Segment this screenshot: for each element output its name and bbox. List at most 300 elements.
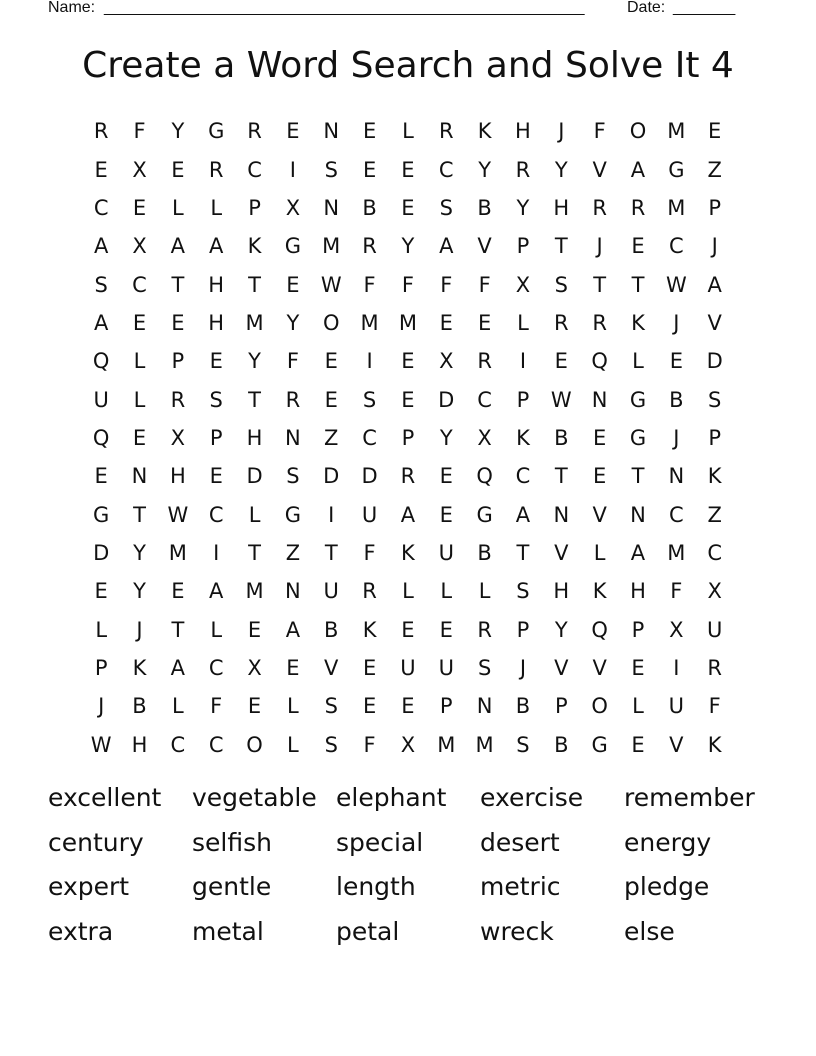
grid-cell: L xyxy=(402,119,414,144)
grid-cell: A xyxy=(439,234,454,259)
grid-cell: L xyxy=(517,310,529,335)
grid-cell: P xyxy=(516,387,530,412)
grid-cell: L xyxy=(287,694,299,719)
grid-cell: F xyxy=(363,272,376,297)
grid-cell: C xyxy=(477,387,492,412)
grid-cell: X xyxy=(669,617,684,642)
grid-cell: I xyxy=(366,349,373,374)
word-list-item: century xyxy=(48,827,144,857)
grid-cell: T xyxy=(631,464,645,489)
grid-cell: A xyxy=(93,310,109,335)
grid-cell: G xyxy=(476,502,493,527)
grid-cell: P xyxy=(554,694,568,719)
grid-cell: M xyxy=(322,234,341,259)
grid-cell: E xyxy=(94,579,108,604)
grid-cell: H xyxy=(169,464,186,489)
grid-cell: E xyxy=(631,655,645,680)
grid-cell: Z xyxy=(707,157,722,182)
grid-cell: W xyxy=(550,387,572,412)
word-list-item: excellent xyxy=(48,783,162,812)
grid-cell: Y xyxy=(554,157,568,182)
grid-cell: E xyxy=(171,310,185,335)
grid-cell: T xyxy=(593,272,607,297)
grid-cell: P xyxy=(248,195,261,220)
grid-cell: C xyxy=(247,157,262,182)
grid-cell: U xyxy=(706,617,723,642)
grid-cell: R xyxy=(208,157,224,182)
grid-cell: R xyxy=(477,349,492,374)
grid-cell: S xyxy=(708,387,722,412)
grid-cell: R xyxy=(515,157,531,182)
grid-cell: P xyxy=(516,617,530,642)
grid-cell: I xyxy=(673,655,680,680)
grid-cell: J xyxy=(519,655,527,680)
grid-cell: R xyxy=(592,310,607,335)
grid-cell: O xyxy=(322,310,340,335)
name-blank: ______________________________________________________ xyxy=(104,0,585,16)
grid-cell: Z xyxy=(707,502,722,527)
grid-cell: E xyxy=(401,349,415,374)
letter-grid xyxy=(82,112,734,764)
grid-cell: E xyxy=(439,464,453,489)
grid-cell: P xyxy=(94,655,108,680)
grid-cell: J xyxy=(673,310,680,335)
grid-cell: N xyxy=(476,694,493,719)
word-list-item: else xyxy=(624,916,675,946)
grid-cell: N xyxy=(591,387,608,412)
grid-cell: E xyxy=(439,617,453,642)
grid-cell: V xyxy=(477,234,492,259)
grid-cell: J xyxy=(673,425,680,450)
grid-cell: Y xyxy=(286,310,300,335)
grid-cell: V xyxy=(592,502,607,527)
grid-cell: B xyxy=(477,540,492,565)
grid-cell: J xyxy=(558,119,565,144)
grid-cell: L xyxy=(632,694,644,719)
grid-cell: G xyxy=(208,119,225,144)
grid-cell: K xyxy=(132,655,147,680)
grid-cell: L xyxy=(632,349,644,374)
grid-cell: U xyxy=(668,694,685,719)
grid-cell: D xyxy=(93,540,110,565)
grid-cell: M xyxy=(245,310,264,335)
grid-cell: A xyxy=(630,157,646,182)
grid-cell: X xyxy=(400,732,416,757)
grid-cell: C xyxy=(515,464,531,489)
grid-cell: K xyxy=(707,464,722,489)
grid-cell: E xyxy=(132,310,147,335)
word-list-item: gentle xyxy=(192,872,272,901)
grid-cell: Q xyxy=(591,349,608,374)
word-list-item: pledge xyxy=(624,872,710,901)
grid-cell: V xyxy=(554,655,569,680)
grid-cell: A xyxy=(209,579,224,604)
grid-cell: E xyxy=(286,119,300,144)
word-list-item: length xyxy=(336,872,416,901)
grid-cell: Y xyxy=(554,617,568,642)
grid-cell: S xyxy=(516,579,530,604)
grid-cell: E xyxy=(593,464,607,489)
grid-cell: L xyxy=(478,579,491,604)
grid-cell: D xyxy=(323,464,340,489)
grid-cell: E xyxy=(362,157,377,182)
grid-cell: C xyxy=(668,502,684,527)
grid-cell: V xyxy=(592,157,607,182)
date-blank: _______ xyxy=(673,0,736,16)
grid-cell: Y xyxy=(478,157,492,182)
grid-cell: T xyxy=(554,464,568,489)
grid-cell: C xyxy=(668,234,684,259)
grid-cell: A xyxy=(630,540,646,565)
grid-cell: F xyxy=(440,272,453,297)
grid-cell: H xyxy=(553,579,570,604)
grid-cell: R xyxy=(630,195,646,220)
grid-cell: E xyxy=(401,195,415,220)
page-title: Create a Word Search and Solve It 4 xyxy=(82,45,734,86)
grid-cell: R xyxy=(93,119,109,144)
grid-cell: R xyxy=(247,119,262,144)
grid-cell: R xyxy=(554,310,569,335)
word-list-item: vegetable xyxy=(192,783,317,812)
grid-cell: B xyxy=(362,195,377,220)
grid-cell: F xyxy=(401,272,414,297)
grid-cell: S xyxy=(362,387,377,412)
grid-cell: B xyxy=(554,732,569,757)
grid-cell: M xyxy=(168,540,187,565)
grid-cell: S xyxy=(477,655,492,680)
grid-cell: N xyxy=(553,502,570,527)
grid-cell: D xyxy=(438,387,455,412)
grid-cell: E xyxy=(362,694,377,719)
grid-cell: P xyxy=(708,425,721,450)
grid-cell: S xyxy=(324,694,338,719)
grid-cell: R xyxy=(400,464,416,489)
grid-cell: M xyxy=(667,195,686,220)
grid-cell: D xyxy=(246,464,263,489)
grid-cell: Z xyxy=(324,425,339,450)
grid-cell: E xyxy=(401,387,415,412)
grid-cell: L xyxy=(248,502,261,527)
grid-cell: E xyxy=(132,195,147,220)
grid-cell: U xyxy=(438,540,454,565)
grid-cell: B xyxy=(477,195,492,220)
grid-cell: B xyxy=(554,425,569,450)
grid-cell: L xyxy=(210,195,223,220)
word-list-item: wreck xyxy=(480,916,554,946)
grid-cell: F xyxy=(670,579,683,604)
grid-cell: I xyxy=(519,349,527,374)
grid-cell: E xyxy=(94,464,108,489)
grid-cell: K xyxy=(362,617,377,642)
word-list-item: selfish xyxy=(192,827,272,857)
grid-cell: E xyxy=(477,310,492,335)
grid-cell: V xyxy=(324,655,339,680)
grid-cell: C xyxy=(170,732,186,757)
grid-cell: W xyxy=(90,732,112,757)
grid-cell: P xyxy=(401,425,415,450)
grid-cell: Z xyxy=(285,540,301,565)
grid-cell: X xyxy=(515,272,531,297)
word-list-item: expert xyxy=(48,872,130,901)
grid-cell: V xyxy=(554,540,569,565)
grid-cell: E xyxy=(669,349,683,374)
grid-cell: T xyxy=(248,540,261,565)
grid-cell: L xyxy=(172,195,184,220)
grid-cell: A xyxy=(170,234,186,259)
grid-cell: D xyxy=(361,464,378,489)
grid-cell: X xyxy=(439,349,454,374)
grid-cell: E xyxy=(209,349,223,374)
grid-cell: T xyxy=(324,540,338,565)
grid-cell: E xyxy=(286,655,300,680)
grid-cell: L xyxy=(440,579,453,604)
grid-cell: X xyxy=(707,579,722,604)
grid-cell: T xyxy=(516,540,530,565)
grid-cell: R xyxy=(438,119,454,144)
grid-cell: P xyxy=(439,694,453,719)
grid-cell: M xyxy=(360,310,379,335)
grid-cell: H xyxy=(208,272,225,297)
word-list-item: remember xyxy=(624,783,755,812)
grid-cell: N xyxy=(323,195,340,220)
grid-cell: M xyxy=(667,119,686,144)
grid-cell: N xyxy=(668,464,685,489)
grid-cell: Y xyxy=(248,349,261,374)
grid-cell: P xyxy=(171,349,185,374)
grid-cell: O xyxy=(246,732,263,757)
grid-cell: K xyxy=(477,119,492,144)
grid-cell: S xyxy=(324,157,338,182)
grid-cell: E xyxy=(362,119,377,144)
word-list-item: elephant xyxy=(336,783,447,812)
grid-cell: N xyxy=(285,579,301,604)
grid-cell: Y xyxy=(133,579,146,604)
word-list-item: petal xyxy=(336,916,400,946)
grid-cell: E xyxy=(439,502,453,527)
grid-cell: R xyxy=(592,195,607,220)
grid-cell: X xyxy=(247,655,262,680)
grid-cell: J xyxy=(711,234,718,259)
grid-cell: T xyxy=(171,617,185,642)
grid-cell: F xyxy=(708,694,721,719)
grid-cell: I xyxy=(289,157,296,182)
grid-cell: R xyxy=(170,387,186,412)
grid-cell: R xyxy=(707,655,722,680)
grid-cell: L xyxy=(287,732,299,757)
grid-cell: V xyxy=(592,655,607,680)
word-list-item: extra xyxy=(48,916,114,946)
grid-cell: Q xyxy=(591,617,608,642)
grid-cell: K xyxy=(247,234,262,259)
grid-cell: L xyxy=(210,617,223,642)
grid-cell: A xyxy=(93,234,109,259)
grid-cell: Y xyxy=(133,540,146,565)
grid-cell: H xyxy=(208,310,225,335)
grid-cell: E xyxy=(593,425,607,450)
grid-cell: E xyxy=(171,579,185,604)
grid-cell: L xyxy=(133,349,146,374)
grid-cell: K xyxy=(401,540,415,565)
grid-cell: E xyxy=(401,694,415,719)
grid-cell: H xyxy=(553,195,570,220)
grid-cell: E xyxy=(401,157,415,182)
word-list-item: desert xyxy=(480,827,560,857)
grid-cell: E xyxy=(554,349,568,374)
grid-cell: R xyxy=(477,617,492,642)
grid-cell: J xyxy=(98,694,105,719)
grid-cell: X xyxy=(170,425,186,450)
grid-cell: E xyxy=(94,157,108,182)
date-label: Date: xyxy=(627,0,666,16)
grid-cell: E xyxy=(362,655,377,680)
grid-cell: S xyxy=(324,732,338,757)
grid-cell: E xyxy=(401,617,415,642)
grid-cell: E xyxy=(439,310,453,335)
grid-cell: M xyxy=(475,732,494,757)
grid-cell: K xyxy=(631,310,645,335)
grid-cell: L xyxy=(402,579,414,604)
grid-cell: G xyxy=(668,157,685,182)
grid-cell: F xyxy=(593,119,606,144)
grid-cell: B xyxy=(132,694,147,719)
grid-cell: B xyxy=(324,617,339,642)
grid-cell: E xyxy=(171,157,185,182)
grid-cell: Y xyxy=(439,425,453,450)
grid-cell: P xyxy=(631,617,645,642)
grid-cell: A xyxy=(400,502,416,527)
grid-cell: G xyxy=(93,502,110,527)
grid-cell: E xyxy=(631,732,645,757)
grid-cell: F xyxy=(133,119,146,144)
grid-cell: O xyxy=(629,119,647,144)
grid-cell: F xyxy=(363,540,376,565)
word-list-item: metric xyxy=(480,872,561,901)
grid-cell: A xyxy=(515,502,531,527)
grid-cell: M xyxy=(398,310,417,335)
grid-cell: N xyxy=(630,502,646,527)
grid-cell: X xyxy=(477,425,492,450)
grid-cell: I xyxy=(213,540,220,565)
grid-cell: E xyxy=(209,464,223,489)
grid-cell: T xyxy=(631,272,645,297)
grid-cell: Y xyxy=(171,119,185,144)
grid-cell: T xyxy=(248,387,261,412)
word-list-item: special xyxy=(336,827,424,857)
grid-cell: O xyxy=(591,694,608,719)
grid-cell: K xyxy=(707,732,722,757)
grid-cell: S xyxy=(286,464,300,489)
grid-cell: G xyxy=(629,425,647,450)
grid-cell: U xyxy=(323,579,339,604)
grid-cell: S xyxy=(209,387,223,412)
grid-cell: A xyxy=(707,272,722,297)
grid-cell: N xyxy=(131,464,148,489)
grid-cell: E xyxy=(324,349,338,374)
grid-cell: F xyxy=(286,349,299,374)
grid-cell: I xyxy=(328,502,335,527)
word-list xyxy=(48,778,788,956)
grid-cell: F xyxy=(210,694,223,719)
grid-cell: E xyxy=(631,234,645,259)
grid-cell: C xyxy=(362,425,377,450)
grid-cell: J xyxy=(596,234,603,259)
grid-cell: U xyxy=(93,387,109,412)
word-list-item: energy xyxy=(624,827,712,857)
grid-cell: B xyxy=(515,694,531,719)
grid-cell: M xyxy=(245,579,264,604)
grid-cell: P xyxy=(209,425,223,450)
grid-cell: K xyxy=(592,579,607,604)
grid-cell: S xyxy=(94,272,108,297)
grid-cell: C xyxy=(438,157,454,182)
grid-cell: H xyxy=(246,425,263,450)
grid-cell: C xyxy=(208,655,224,680)
grid-cell: T xyxy=(248,272,261,297)
grid-cell: T xyxy=(554,234,568,259)
grid-cell: V xyxy=(707,310,722,335)
grid-cell: H xyxy=(630,579,646,604)
grid-cell: P xyxy=(708,195,721,220)
grid-cell: W xyxy=(665,272,687,297)
grid-cell: A xyxy=(209,234,224,259)
grid-cell: F xyxy=(478,272,491,297)
grid-cell: A xyxy=(285,617,301,642)
grid-cell: E xyxy=(247,617,262,642)
grid-cell: L xyxy=(172,694,184,719)
grid-cell: C xyxy=(132,272,147,297)
grid-cell: L xyxy=(593,540,606,565)
grid-cell: E xyxy=(708,119,722,144)
grid-cell: X xyxy=(285,195,301,220)
grid-cell: S xyxy=(554,272,568,297)
grid-cell: R xyxy=(362,234,377,259)
grid-cell: M xyxy=(437,732,456,757)
grid-cell: H xyxy=(131,732,148,757)
grid-cell: C xyxy=(208,502,224,527)
grid-cell: C xyxy=(707,540,722,565)
grid-cell: C xyxy=(93,195,109,220)
grid-cell: H xyxy=(515,119,531,144)
grid-cell: G xyxy=(284,234,302,259)
grid-cell: N xyxy=(323,119,340,144)
grid-cell: V xyxy=(669,732,684,757)
grid-cell: X xyxy=(132,234,147,259)
grid-cell: R xyxy=(362,579,377,604)
grid-cell: Y xyxy=(401,234,415,259)
grid-cell: E xyxy=(132,425,147,450)
grid-cell: Q xyxy=(476,464,493,489)
name-label: Name: xyxy=(48,0,96,16)
grid-cell: N xyxy=(285,425,301,450)
word-list-item: exercise xyxy=(480,783,584,812)
word-list-item: metal xyxy=(192,916,264,946)
grid-cell: J xyxy=(136,617,143,642)
grid-cell: C xyxy=(208,732,224,757)
name-date-line xyxy=(48,0,768,18)
grid-cell: T xyxy=(171,272,185,297)
grid-cell: B xyxy=(669,387,684,412)
grid-cell: Q xyxy=(92,349,110,374)
grid-cell: U xyxy=(400,655,416,680)
grid-cell: U xyxy=(438,655,454,680)
grid-cell: F xyxy=(363,732,376,757)
grid-cell: E xyxy=(247,694,262,719)
grid-cell: G xyxy=(591,732,608,757)
grid-cell: R xyxy=(285,387,301,412)
grid-cell: E xyxy=(286,272,300,297)
grid-cell: Y xyxy=(516,195,530,220)
grid-cell: W xyxy=(320,272,342,297)
